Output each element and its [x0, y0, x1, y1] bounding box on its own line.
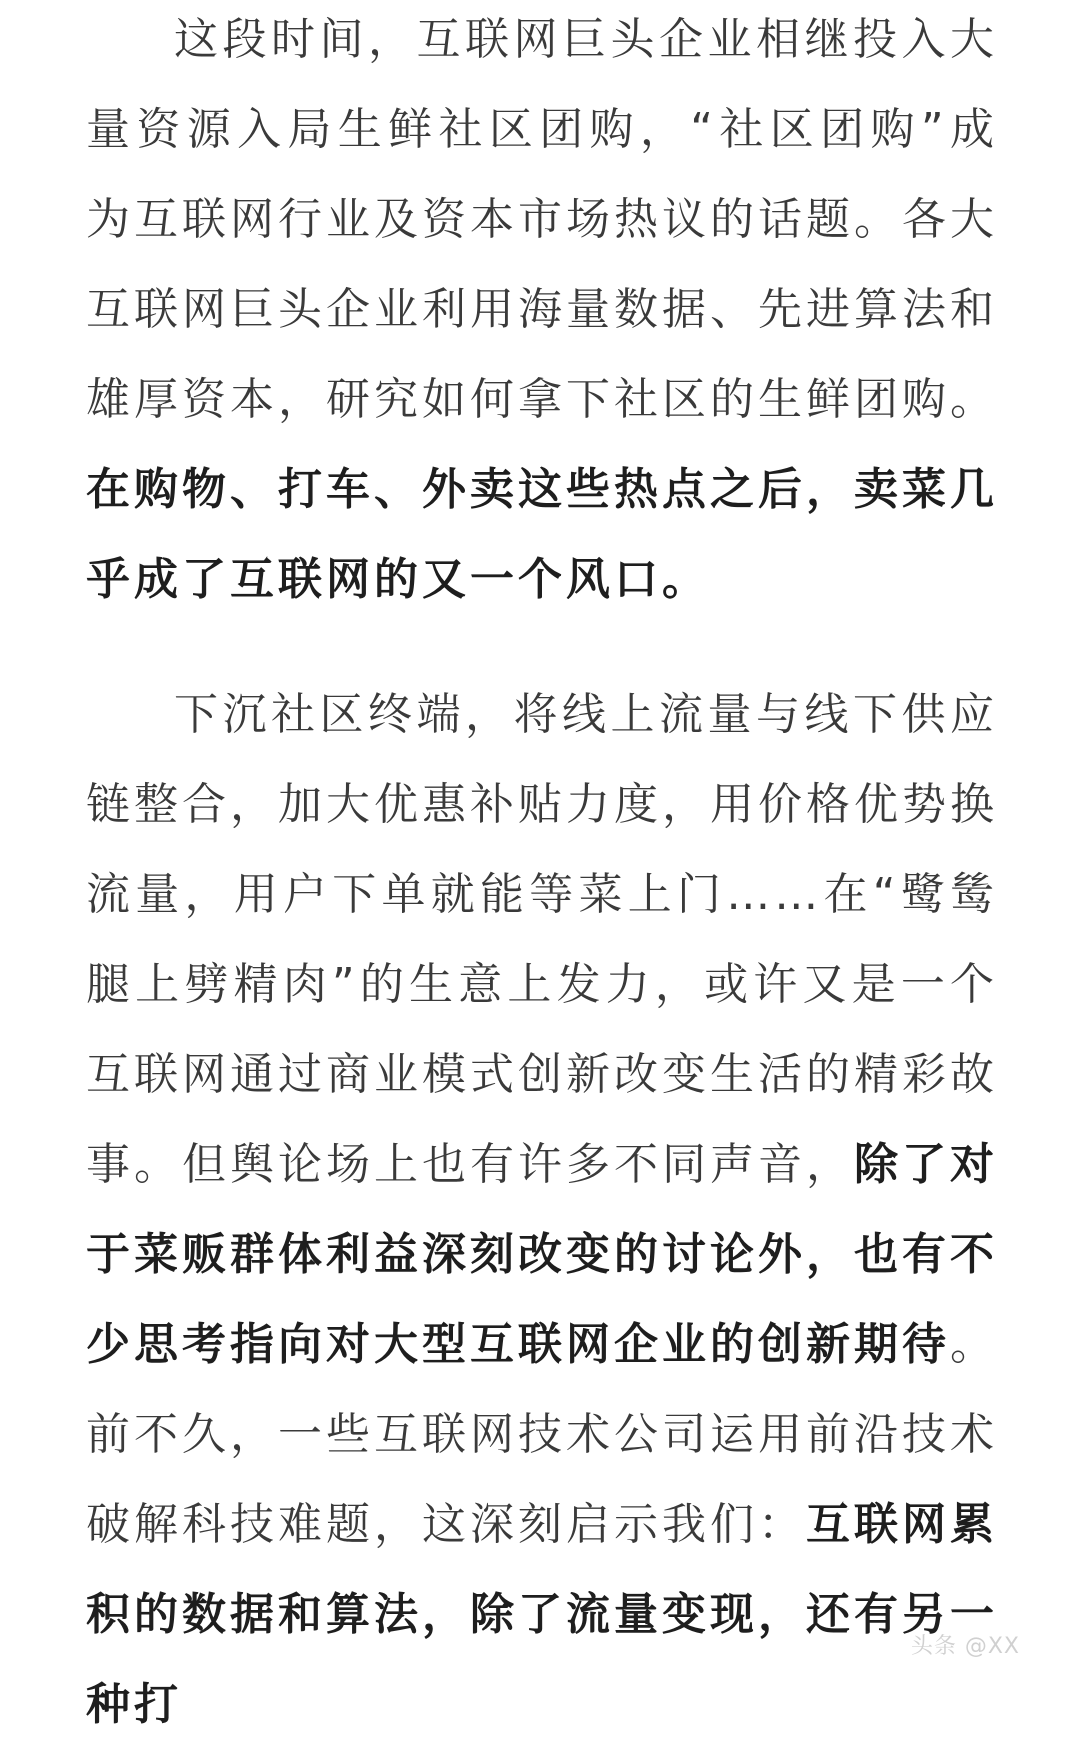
paragraph-2-bold-text-2: 互联网累积的数据和算法，除了流量变现，还有另一种打 — [86, 1499, 998, 1730]
paragraph-2-text: 下沉社区终端，将线上流量与线下供应链整合，加大优惠补贴力度，用价格优势换流量，用户下单就能等菜上门……在“鹭鸶腿上劈精肉”的生意上发力，或许又是一个互联网通过商业模式创新改变生活的精彩故事。但舆论场上也有许多不同声音， — [86, 689, 998, 1190]
paragraph-2 — [86, 670, 998, 1750]
watermark-text: 头条 @XX — [910, 1634, 1020, 1659]
article-body — [86, 0, 998, 1750]
paragraph-1-text: 这段时间，互联网巨头企业相继投入大量资源入局生鲜社区团购，“社区团购”成为互联网行业及资本市场热议的话题。各大互联网巨头企业利用海量数据、先进算法和雄厚资本，研究如何拿下社区的生鲜团购。 — [86, 14, 998, 425]
paragraph-1 — [86, 0, 998, 625]
paragraph-2-text-2: 。前不久，一些互联网技术公司运用前沿技术破解科技难题，这深刻启示我们： — [86, 1319, 998, 1550]
paragraph-1-bold-text: 在购物、打车、外卖这些热点之后，卖菜几乎成了互联网的又一个风口。 — [86, 464, 998, 605]
paragraph-2-bold-text-1: 除了对于菜贩群体利益深刻改变的讨论外，也有不少思考指向对大型互联网企业的创新期待 — [86, 1139, 998, 1370]
